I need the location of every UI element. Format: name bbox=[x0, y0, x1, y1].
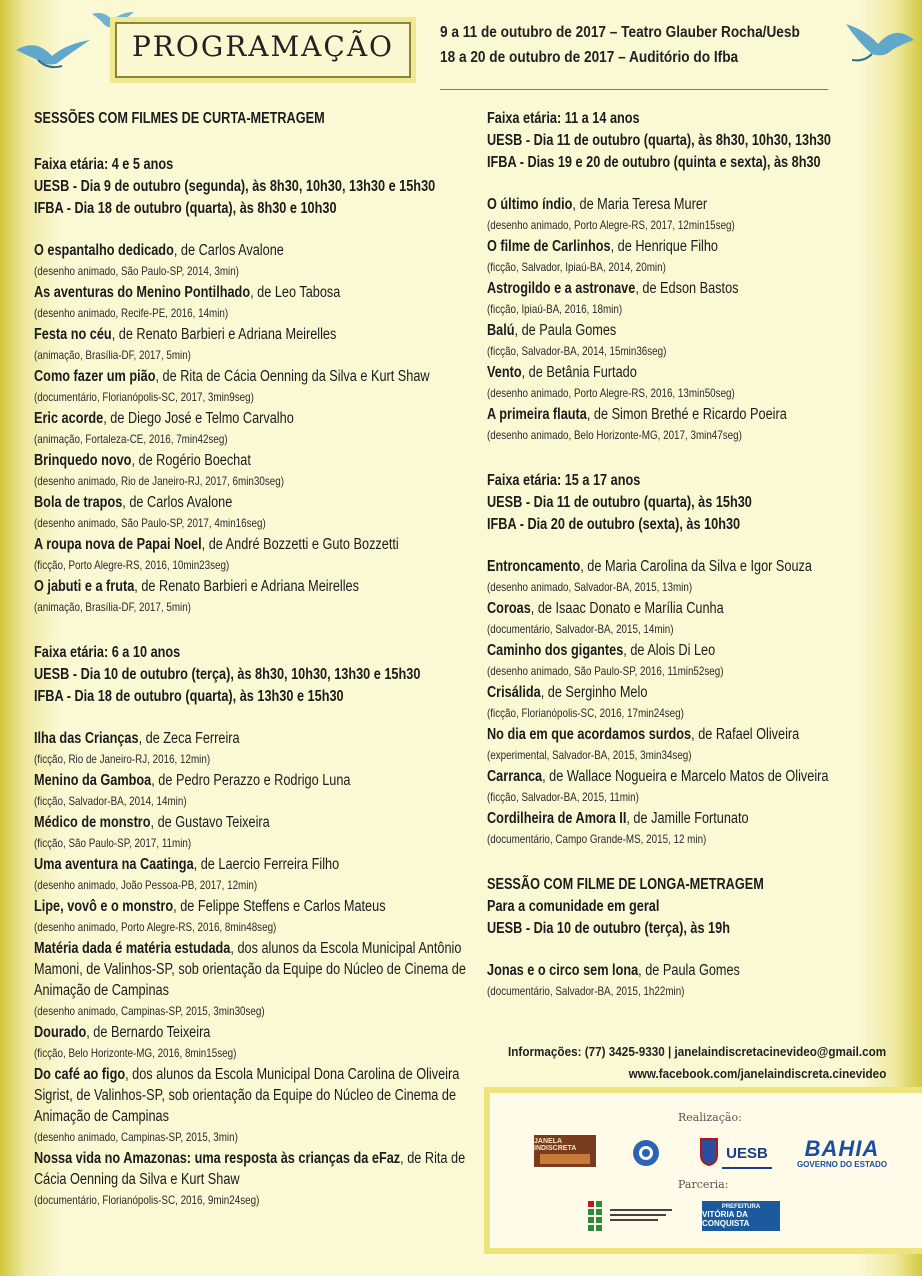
session-heading: IFBA - Dia 18 de outubro (quarta), às 13h30 e 15h30 bbox=[34, 688, 344, 705]
film-details: (ficção, Belo Horizonte-MG, 2016, 8min15seg) bbox=[34, 1046, 237, 1060]
session-heading: Faixa etária: 6 a 10 anos bbox=[34, 644, 181, 661]
film-credits: , de Carlos Avalone bbox=[173, 242, 284, 259]
film-credits: , de Edson Bastos bbox=[635, 280, 739, 297]
session-heading: Faixa etária: 15 a 17 anos bbox=[487, 472, 641, 489]
film-credits-cont: Mamoni, de Valinhos-SP, sob orientação da Equipe do Núcleo de Cinema de bbox=[34, 961, 466, 978]
film-title: As aventuras do Menino Pontilhado bbox=[34, 284, 251, 301]
film-credits: , de Betânia Furtado bbox=[521, 364, 637, 381]
film-entry bbox=[34, 576, 466, 597]
film-entry bbox=[487, 404, 831, 425]
film-details: (experimental, Salvador-BA, 2015, 3min34seg) bbox=[487, 748, 692, 762]
film-credits: , de Serginho Melo bbox=[540, 684, 648, 701]
film-details: (documentário, Florianópolis-SC, 2016, 9min24seg) bbox=[34, 1193, 260, 1207]
ifba-logo bbox=[588, 1201, 678, 1231]
film-title: Jonas e o circo sem lona bbox=[487, 962, 639, 979]
film-title: Eric acorde bbox=[34, 410, 104, 427]
film-title: Bola de trapos bbox=[34, 494, 123, 511]
film-details: (ficção, São Paulo-SP, 2017, 11min) bbox=[34, 836, 192, 850]
film-title: Carranca bbox=[487, 768, 543, 785]
film-credits: , de Leo Tabosa bbox=[250, 284, 341, 301]
film-credits: , de Paula Gomes bbox=[514, 322, 617, 339]
film-details: (ficção, Rio de Janeiro-RJ, 2016, 12min) bbox=[34, 752, 211, 766]
film-title: Dourado bbox=[34, 1024, 87, 1041]
film-credits: , de Bernardo Teixeira bbox=[86, 1024, 211, 1041]
film-entry bbox=[34, 240, 466, 261]
film-title: Astrogildo e a astronave bbox=[487, 280, 636, 297]
film-credits: , de Wallace Nogueira e Marcelo Matos de Oliveira bbox=[542, 768, 829, 785]
shield-icon bbox=[699, 1137, 719, 1167]
film-details: (ficção, Ipiaú-BA, 2016, 18min) bbox=[487, 302, 623, 316]
film-entry bbox=[487, 960, 831, 981]
film-credits-cont: Animação de Campinas bbox=[34, 982, 169, 999]
film-credits: , de Simon Brethé e Ricardo Poeira bbox=[586, 406, 787, 423]
film-details: (desenho animado, Rio de Janeiro-RJ, 2017, 6min30seg) bbox=[34, 474, 284, 488]
film-title: Crisálida bbox=[487, 684, 541, 701]
page-title: PROGRAMAÇÃO bbox=[131, 30, 395, 63]
film-credits-cont: Animação de Campinas bbox=[34, 1108, 169, 1125]
film-entry bbox=[34, 282, 466, 303]
parceria-label: Parceria: bbox=[678, 1178, 729, 1191]
film-entry bbox=[34, 812, 466, 833]
film-entry bbox=[34, 1064, 466, 1085]
spacer bbox=[34, 708, 466, 728]
film-title: No dia em que acordamos surdos bbox=[487, 726, 692, 743]
film-entry bbox=[487, 278, 831, 299]
film-entry bbox=[34, 728, 466, 749]
film-credits: , de Zeca Ferreira bbox=[138, 730, 240, 747]
film-title: O último índio bbox=[487, 196, 573, 213]
spacer bbox=[487, 850, 831, 874]
film-title: A roupa nova de Papai Noel bbox=[34, 536, 202, 553]
title-banner bbox=[115, 22, 411, 78]
film-title: O jabuti e a fruta bbox=[34, 578, 135, 595]
session-heading: UESB - Dia 9 de outubro (segunda), às 8h30, 10h30, 13h30 e 15h30 bbox=[34, 178, 436, 195]
session-heading: UESB - Dia 11 de outubro (quarta), às 15h30 bbox=[487, 494, 752, 511]
film-details: (ficção, Salvador, Ipiaú-BA, 2014, 20min) bbox=[487, 260, 666, 274]
film-details: (desenho animado, São Paulo-SP, 2014, 3min) bbox=[34, 264, 239, 278]
spacer bbox=[34, 220, 466, 240]
film-details: (desenho animado, João Pessoa-PB, 2017, 12min) bbox=[34, 878, 258, 892]
spacer bbox=[487, 174, 831, 194]
venue-line: 9 a 11 de outubro de 2017 – Teatro Glauber Rocha/Uesb bbox=[440, 24, 800, 41]
film-credits: , de Rogério Boechat bbox=[131, 452, 251, 469]
film-title: O espantalho dedicado bbox=[34, 242, 174, 259]
realizacao-label: Realização: bbox=[678, 1111, 742, 1124]
film-entry bbox=[34, 534, 466, 555]
film-credits: , de Jamille Fortunato bbox=[626, 810, 749, 827]
film-details: (desenho animado, Campinas-SP, 2015, 3min30seg) bbox=[34, 1004, 265, 1018]
film-details: (ficção, Porto Alegre-RS, 2016, 10min23seg) bbox=[34, 558, 230, 572]
film-credits: , de Paula Gomes bbox=[638, 962, 740, 979]
film-title: Festa no céu bbox=[34, 326, 112, 343]
spacer bbox=[34, 130, 466, 154]
spacer bbox=[34, 618, 466, 642]
film-title: Vento bbox=[487, 364, 522, 381]
film-credits: , de Gustavo Teixeira bbox=[150, 814, 270, 831]
film-title: A primeira flauta bbox=[487, 406, 587, 423]
film-credits: , de Renato Barbieri e Adriana Meirelles bbox=[134, 578, 359, 595]
film-details: (ficção, Florianópolis-SC, 2016, 17min24seg) bbox=[487, 706, 684, 720]
film-credits: , de Diego José e Telmo Carvalho bbox=[103, 410, 294, 427]
film-credits: , de Carlos Avalone bbox=[122, 494, 233, 511]
film-credits: , de Maria Teresa Murer bbox=[572, 196, 708, 213]
film-entry bbox=[487, 194, 831, 215]
film-title: Entroncamento bbox=[487, 558, 581, 575]
film-details: (animação, Fortaleza-CE, 2016, 7min42seg) bbox=[34, 432, 228, 446]
film-title: Menino da Gamboa bbox=[34, 772, 152, 789]
spacer bbox=[487, 446, 831, 470]
film-entry bbox=[487, 808, 831, 829]
session-heading: SESSÃO COM FILME DE LONGA-METRAGEM bbox=[487, 876, 764, 893]
film-details: (documentário, Florianópolis-SC, 2017, 3min9seg) bbox=[34, 390, 254, 404]
film-credits-cont: Cácia Oenning da Silva e Kurt Shaw bbox=[34, 1171, 240, 1188]
film-entry bbox=[34, 324, 466, 345]
session-heading: UESB - Dia 10 de outubro (terça), às 19h bbox=[487, 920, 730, 937]
film-details: (desenho animado, Belo Horizonte-MG, 2017, 3min47seg) bbox=[487, 428, 742, 442]
film-title: Balú bbox=[487, 322, 515, 339]
film-title: Do café ao figo bbox=[34, 1066, 126, 1083]
left-column bbox=[34, 108, 561, 1211]
section-title: SESSÕES COM FILMES DE CURTA-METRAGEM bbox=[34, 110, 325, 127]
film-entry bbox=[487, 724, 831, 745]
right-column bbox=[487, 108, 907, 1002]
film-entry bbox=[34, 854, 466, 875]
film-entry bbox=[34, 1148, 466, 1169]
partners-box bbox=[490, 1093, 922, 1248]
film-title: Matéria dada é matéria estudada bbox=[34, 940, 231, 957]
facebook-link[interactable]: www.facebook.com/janelaindiscreta.cinevideo bbox=[628, 1066, 886, 1081]
film-entry bbox=[34, 1022, 466, 1043]
film-details: (desenho animado, São Paulo-SP, 2017, 4min16seg) bbox=[34, 516, 266, 530]
film-details: (desenho animado, São Paulo-SP, 2016, 11min52seg) bbox=[487, 664, 724, 678]
film-entry bbox=[34, 938, 466, 959]
film-details: (animação, Brasília-DF, 2017, 5min) bbox=[34, 600, 191, 614]
film-title: Cordilheira de Amora II bbox=[487, 810, 627, 827]
film-title: Coroas bbox=[487, 600, 531, 617]
film-credits: , de Laercio Ferreira Filho bbox=[193, 856, 340, 873]
film-entry bbox=[487, 598, 831, 619]
session-heading: IFBA - Dia 18 de outubro (quarta), às 8h30 e 10h30 bbox=[34, 200, 337, 217]
session-heading: Faixa etária: 4 e 5 anos bbox=[34, 156, 174, 173]
film-entry bbox=[34, 896, 466, 917]
bird-icon bbox=[14, 36, 92, 76]
bahia-logo: BAHIA GOVERNO DO ESTADO bbox=[796, 1135, 888, 1169]
film-details: (ficção, Salvador-BA, 2014, 15min36seg) bbox=[487, 344, 667, 358]
film-entry bbox=[487, 362, 831, 383]
spacer bbox=[487, 940, 831, 960]
film-credits: , de Felippe Steffens e Carlos Mateus bbox=[173, 898, 386, 915]
film-credits-cont: Sigrist, de Valinhos-SP, sob orientação da Equipe do Núcleo de Cinema de bbox=[34, 1087, 457, 1104]
film-title: O filme de Carlinhos bbox=[487, 238, 611, 255]
janela-indiscreta-logo: JANELA INDISCRETA bbox=[534, 1135, 596, 1167]
film-credits: , de Maria Carolina da Silva e Igor Souza bbox=[580, 558, 812, 575]
film-details: (desenho animado, Porto Alegre-RS, 2016, 8min48seg) bbox=[34, 920, 277, 934]
venue-line: 18 a 20 de outubro de 2017 – Auditório do Ifba bbox=[440, 49, 739, 66]
film-title: Uma aventura na Caatinga bbox=[34, 856, 194, 873]
film-title: Ilha das Crianças bbox=[34, 730, 139, 747]
session-heading: IFBA - Dias 19 e 20 de outubro (quinta e sexta), às 8h30 bbox=[487, 154, 821, 171]
divider bbox=[440, 89, 828, 90]
film-credits: , de Henrique Filho bbox=[610, 238, 718, 255]
session-heading: UESB - Dia 10 de outubro (terça), às 8h30, 10h30, 13h30 e 15h30 bbox=[34, 666, 421, 683]
film-title: Nossa vida no Amazonas: uma resposta às crianças da eFaz bbox=[34, 1150, 401, 1167]
film-entry bbox=[487, 556, 831, 577]
film-details: (documentário, Salvador-BA, 2015, 14min) bbox=[487, 622, 674, 636]
session-heading: Faixa etária: 11 a 14 anos bbox=[487, 110, 640, 127]
film-details: (ficção, Salvador-BA, 2015, 11min) bbox=[487, 790, 639, 804]
bird-icon bbox=[842, 20, 916, 68]
film-details: (documentário, Campo Grande-MS, 2015, 12 min) bbox=[487, 832, 707, 846]
session-heading: IFBA - Dia 20 de outubro (sexta), às 10h30 bbox=[487, 516, 741, 533]
film-entry bbox=[487, 766, 831, 787]
film-entry bbox=[487, 682, 831, 703]
film-details: (ficção, Salvador-BA, 2014, 14min) bbox=[34, 794, 187, 808]
contact-info: Informações: (77) 3425-9330 | janelaindiscretacinevideo@gmail.com bbox=[507, 1044, 886, 1059]
film-title: Brinquedo novo bbox=[34, 452, 132, 469]
film-details: (animação, Brasília-DF, 2017, 5min) bbox=[34, 348, 191, 362]
session-heading: Para a comunidade em geral bbox=[487, 898, 660, 915]
film-title: Lipe, vovô e o monstro bbox=[34, 898, 174, 915]
film-entry bbox=[487, 236, 831, 257]
film-details: (desenho animado, Recife-PE, 2016, 14min) bbox=[34, 306, 229, 320]
film-entry bbox=[34, 770, 466, 791]
film-details: (desenho animado, Campinas-SP, 2015, 3min) bbox=[34, 1130, 238, 1144]
film-credits: , de Alois Di Leo bbox=[623, 642, 716, 659]
film-entry bbox=[34, 450, 466, 471]
spacer bbox=[487, 536, 831, 556]
film-details: (documentário, Salvador-BA, 2015, 1h22min) bbox=[487, 984, 685, 998]
film-details: (desenho animado, Salvador-BA, 2015, 13min) bbox=[487, 580, 693, 594]
film-credits: , de Pedro Perazzo e Rodrigo Luna bbox=[151, 772, 351, 789]
film-title: Médico de monstro bbox=[34, 814, 151, 831]
film-entry bbox=[487, 640, 831, 661]
film-title: Como fazer um pião bbox=[34, 368, 156, 385]
film-title: Caminho dos gigantes bbox=[487, 642, 624, 659]
film-credits: , de Rita de Cácia Oenning da Silva e Kurt Shaw bbox=[155, 368, 430, 385]
film-credits: , de Rita de bbox=[400, 1150, 466, 1167]
film-credits: , de André Bozzetti e Guto Bozzetti bbox=[201, 536, 399, 553]
film-details: (desenho animado, Porto Alegre-RS, 2016, 13min50seg) bbox=[487, 386, 735, 400]
film-credits: , de Isaac Donato e Marília Cunha bbox=[530, 600, 724, 617]
film-credits: , dos alunos da Escola Municipal Dona Carolina de Oliveira bbox=[125, 1066, 460, 1083]
film-entry bbox=[487, 320, 831, 341]
film-credits: , de Renato Barbieri e Adriana Meirelles bbox=[111, 326, 337, 343]
circle-logo bbox=[632, 1139, 660, 1167]
film-credits: , de Rafael Oliveira bbox=[691, 726, 800, 743]
film-entry bbox=[34, 492, 466, 513]
film-entry bbox=[34, 366, 466, 387]
film-credits: , dos alunos da Escola Municipal Antônio bbox=[230, 940, 462, 957]
session-heading: UESB - Dia 11 de outubro (quarta), às 8h30, 10h30, 13h30 bbox=[487, 132, 831, 149]
film-details: (desenho animado, Porto Alegre-RS, 2017, 12min15seg) bbox=[487, 218, 735, 232]
film-entry bbox=[34, 408, 466, 429]
uesb-logo: UESB bbox=[722, 1139, 772, 1169]
vitoria-da-conquista-logo: PREFEITURA VITÓRIA DA CONQUISTA bbox=[702, 1201, 780, 1231]
